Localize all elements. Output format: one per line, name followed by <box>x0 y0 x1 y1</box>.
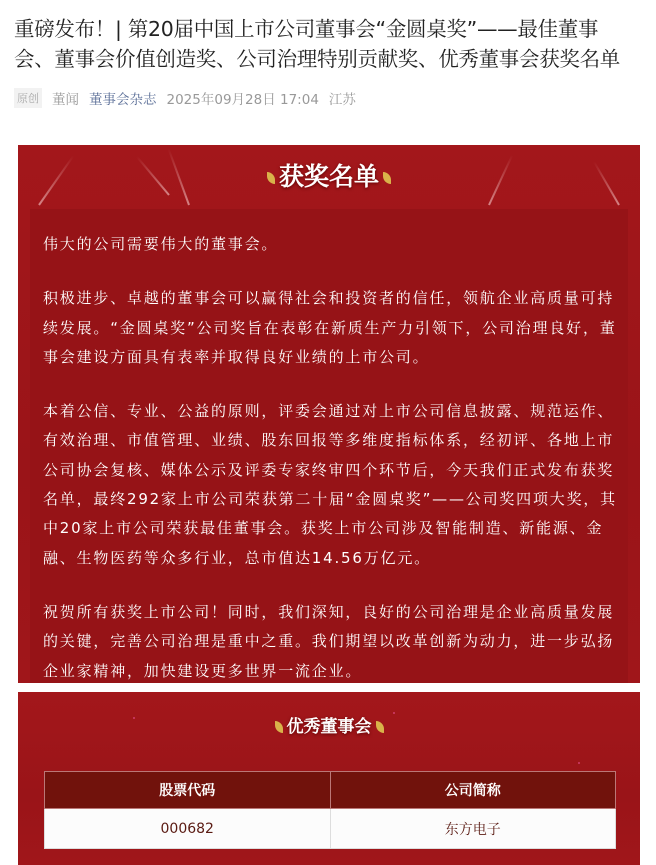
paragraph-line: 积极进步、卓越的董事会可以赢得社会和投资者的信任，领航企业高质量可持 <box>43 289 615 308</box>
publish-time: 2025年09月28日 17:04 <box>166 92 319 108</box>
leaf-icon <box>376 721 384 733</box>
stock-code-cell: 000682 <box>45 809 331 849</box>
paragraph-line: 祝贺所有获奖上市公司！同时，我们深知，良好的公司治理是企业高质量发展 <box>43 602 615 621</box>
award-list-panel <box>18 145 640 683</box>
original-badge: 原创 <box>14 88 42 108</box>
title-line: 会、董事会价值创造奖、公司治理特别贡献奖、优秀董事会获奖名单 <box>14 47 620 71</box>
paragraph-line: 企业家精神，加快建设更多世界一流企业。 <box>43 661 363 680</box>
award-table <box>44 771 616 849</box>
paragraph-line: 融、生物医药等众多行业，总市值达14.56万亿元。 <box>43 548 431 567</box>
excellent-board-panel <box>18 692 640 865</box>
paragraph-line: 本着公信、专业、公益的原则，评委会通过对上市公司信息披露、规范运作、 <box>43 402 615 421</box>
paragraph-line: 名单，最终292家上市公司荣获第二十届“金圆桌奖”——公司奖四项大奖，其 <box>43 490 617 509</box>
paragraph-gap <box>43 573 617 598</box>
paragraph-line: 的关键，完善公司治理是重中之重。我们期望以改革创新为动力，进一步弘扬 <box>43 632 615 651</box>
author: 董闻 <box>52 92 79 108</box>
paragraph-line: 中20家上市公司荣获最佳董事会。获奖上市公司涉及智能制造、新能源、金 <box>43 519 604 538</box>
section-heading: 获奖名单 <box>18 157 640 193</box>
column-header-code: 股票代码 <box>45 772 331 809</box>
section-heading: 优秀董事会 <box>18 712 640 737</box>
paragraph-gap <box>43 372 617 397</box>
article-title <box>14 14 646 74</box>
account-link[interactable]: 董事会杂志 <box>89 92 157 108</box>
leaf-icon <box>383 172 391 184</box>
leaf-icon <box>275 721 283 733</box>
company-name-cell: 东方电子 <box>330 809 616 849</box>
intro-text <box>43 230 617 683</box>
paragraph-line: 公司协会复核、媒体公示及评委专家终审四个环节后，今天我们正式发布获奖 <box>43 460 615 479</box>
table-row <box>45 809 616 849</box>
title-line: 重磅发布！| 第20届中国上市公司董事会“金圆桌奖”——最佳董事 <box>14 17 599 41</box>
sparkle-decoration <box>578 762 580 764</box>
paragraph-line: 续发展。“金圆桌奖”公司奖旨在表彰在新质生产力引领下，公司治理良好，董 <box>43 318 617 337</box>
column-header-name: 公司简称 <box>330 772 616 809</box>
paragraph-gap <box>43 259 617 284</box>
paragraph-line: 有效治理、市值管理、业绩、股东回报等多维度指标体系，经初评、各地上市 <box>43 431 615 450</box>
paragraph-line: 事会建设方面具有表率并取得良好业绩的上市公司。 <box>43 347 430 366</box>
leaf-icon <box>267 172 275 184</box>
article-meta <box>14 88 356 108</box>
location: 江苏 <box>328 92 356 108</box>
paragraph-line: 伟大的公司需要伟大的董事会。 <box>43 235 279 253</box>
